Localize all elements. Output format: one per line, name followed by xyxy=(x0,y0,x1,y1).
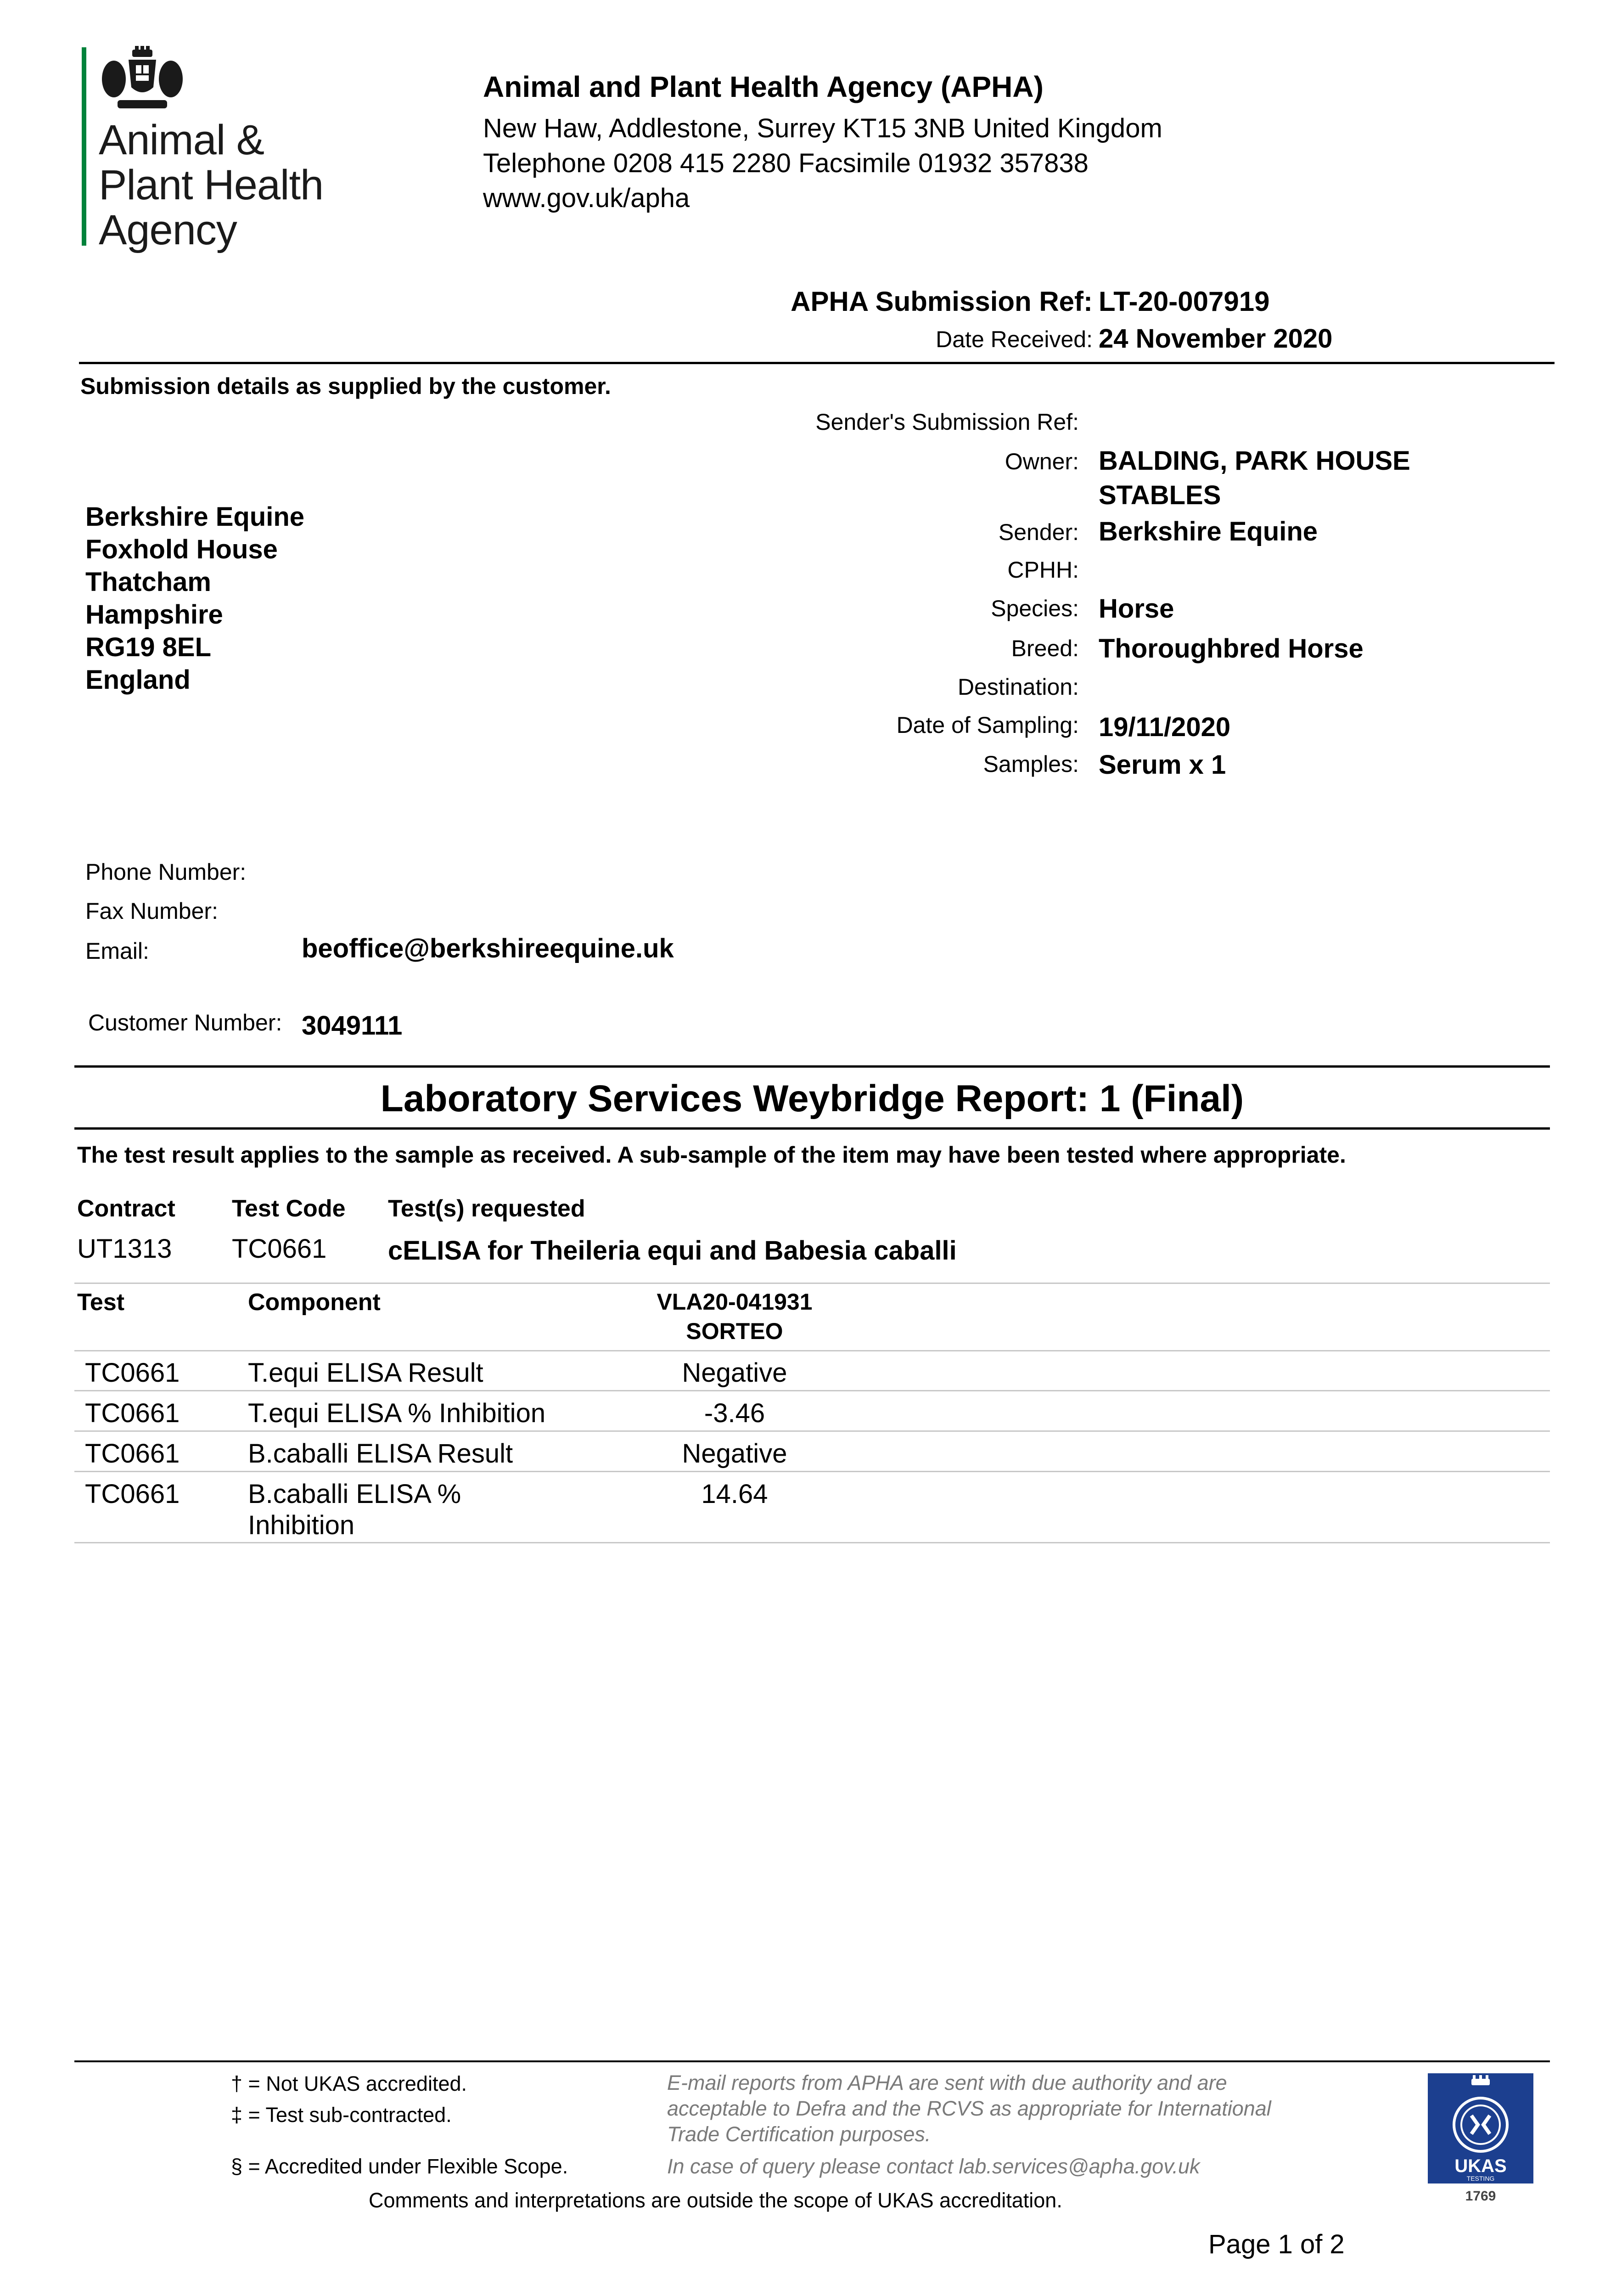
result-row-component: B.caballi ELISA Result xyxy=(248,1439,513,1469)
logo-text-line-1: Animal & xyxy=(99,117,264,163)
ukas-label: UKAS xyxy=(1454,2156,1507,2176)
footer-divider xyxy=(74,2060,1550,2062)
ukas-badge xyxy=(1428,2073,1533,2209)
disclaimer-line: Trade Certification purposes. xyxy=(667,2122,931,2146)
result-row-component: T.equi ELISA Result xyxy=(248,1358,483,1388)
sender-value: Berkshire Equine xyxy=(1099,517,1318,546)
footer-contact: In case of query please contact lab.services@apha.gov.uk xyxy=(667,2155,1200,2178)
species-label: Species: xyxy=(991,596,1079,621)
owner-label: Owner: xyxy=(1005,449,1079,474)
footer-disclaimer xyxy=(667,2070,1271,2147)
result-row-value: 14.64 xyxy=(701,1479,768,1509)
sender-label: Sender: xyxy=(998,519,1079,545)
agency-phone: Telephone 0208 415 2280 Facsimile 01932 357838 xyxy=(483,148,1089,178)
address-line: RG19 8EL xyxy=(85,632,211,662)
email-label: Email: xyxy=(85,938,149,964)
footer-dagger-note: † = Not UKAS accredited. xyxy=(231,2072,467,2095)
report-top-divider xyxy=(74,1065,1550,1068)
result-row-component: B.caballi ELISA % xyxy=(248,1479,461,1509)
tests-requested-header: Test(s) requested xyxy=(388,1195,585,1222)
page-number: Page 1 of 2 xyxy=(1208,2229,1345,2259)
phone-number-label: Phone Number: xyxy=(85,859,247,885)
ukas-number: 1769 xyxy=(1465,2189,1496,2204)
senders-ref-label: Sender's Submission Ref: xyxy=(815,409,1079,435)
submission-ref-value: LT-20-007919 xyxy=(1099,286,1270,317)
footer-double-dagger-note: ‡ = Test sub-contracted. xyxy=(231,2103,452,2127)
result-row-test: TC0661 xyxy=(85,1398,180,1428)
table-divider xyxy=(74,1283,1550,1284)
logo-text-line-3: Agency xyxy=(99,207,237,253)
result-row-test: TC0661 xyxy=(85,1358,180,1388)
report-note: The test result applies to the sample as received. A sub-sample of the item may have been tested where appropriate. xyxy=(77,1142,1346,1168)
address-line: Hampshire xyxy=(85,600,223,630)
address-line: England xyxy=(85,665,191,695)
logo-green-bar xyxy=(82,47,86,246)
customer-address xyxy=(85,501,304,696)
date-received-value: 24 November 2020 xyxy=(1099,324,1333,354)
date-of-sampling-label: Date of Sampling: xyxy=(896,712,1079,738)
results-header-sample-name: SORTEO xyxy=(686,1318,783,1344)
table-divider xyxy=(74,1350,1550,1351)
disclaimer-line: E-mail reports from APHA are sent with due authority and are xyxy=(667,2071,1227,2094)
agency-website: www.gov.uk/apha xyxy=(483,183,690,213)
owner-value-line-1: BALDING, PARK HOUSE xyxy=(1099,446,1410,476)
destination-label: Destination: xyxy=(957,674,1079,700)
address-line: Thatcham xyxy=(85,567,211,597)
agency-name: Animal and Plant Health Agency (APHA) xyxy=(483,70,1044,103)
footer-section-note: § = Accredited under Flexible Scope. xyxy=(231,2155,568,2178)
result-row-component: T.equi ELISA % Inhibition xyxy=(248,1398,546,1428)
table-divider xyxy=(74,1471,1550,1472)
footer-comments: Comments and interpretations are outside the scope of UKAS accreditation. xyxy=(369,2189,1062,2212)
logo-text-line-2: Plant Health xyxy=(99,162,324,208)
cphh-label: CPHH: xyxy=(1007,557,1079,583)
date-received-label: Date Received: xyxy=(936,326,1093,352)
address-line: Berkshire Equine xyxy=(85,502,305,532)
contract-value: UT1313 xyxy=(77,1234,172,1264)
customer-details-heading: Submission details as supplied by the customer. xyxy=(80,373,611,399)
table-divider xyxy=(74,1430,1550,1432)
breed-value: Thoroughbred Horse xyxy=(1099,634,1364,664)
results-header-test: Test xyxy=(77,1289,125,1316)
royal-crest-icon xyxy=(96,46,188,115)
date-of-sampling-value: 19/11/2020 xyxy=(1099,712,1231,742)
header-divider xyxy=(79,362,1555,364)
ukas-testing-label: TESTING xyxy=(1466,2175,1495,2182)
report-title-divider xyxy=(74,1127,1550,1130)
table-divider xyxy=(74,1542,1550,1543)
result-row-value: -3.46 xyxy=(704,1398,765,1428)
results-header-sample-id: VLA20-041931 xyxy=(657,1289,813,1315)
fax-number-label: Fax Number: xyxy=(85,898,218,924)
breed-label: Breed: xyxy=(1011,636,1079,661)
samples-label: Samples: xyxy=(983,751,1079,777)
agency-address: New Haw, Addlestone, Surrey KT15 3NB United Kingdom xyxy=(483,113,1162,143)
species-value: Horse xyxy=(1099,594,1174,624)
test-code-value: TC0661 xyxy=(232,1234,327,1264)
result-row-test: TC0661 xyxy=(85,1479,180,1509)
result-row-value: Negative xyxy=(682,1358,787,1388)
test-requested-value: cELISA for Theileria equi and Babesia caballi xyxy=(388,1236,957,1266)
contract-header: Contract xyxy=(77,1195,175,1222)
result-row-value: Negative xyxy=(682,1439,787,1469)
address-line: Foxhold House xyxy=(85,535,278,564)
customer-number-value: 3049111 xyxy=(302,1011,403,1041)
submission-ref-label: APHA Submission Ref: xyxy=(791,286,1093,317)
email-value: beoffice@berkshireequine.uk xyxy=(302,934,674,963)
samples-value: Serum x 1 xyxy=(1099,750,1226,780)
customer-number-label: Customer Number: xyxy=(88,1010,282,1035)
owner-value-line-2: STABLES xyxy=(1099,480,1221,510)
result-row-test: TC0661 xyxy=(85,1439,180,1469)
results-header-component: Component xyxy=(248,1289,381,1316)
report-title: Laboratory Services Weybridge Report: 1 (Final) xyxy=(380,1078,1244,1120)
table-divider xyxy=(74,1390,1550,1391)
disclaimer-line: acceptable to Defra and the RCVS as appropriate for International xyxy=(667,2097,1271,2120)
result-row-component-continued: Inhibition xyxy=(248,1510,355,1540)
ukas-crown-icon xyxy=(1428,2073,1533,2183)
test-code-header: Test Code xyxy=(232,1195,346,1222)
